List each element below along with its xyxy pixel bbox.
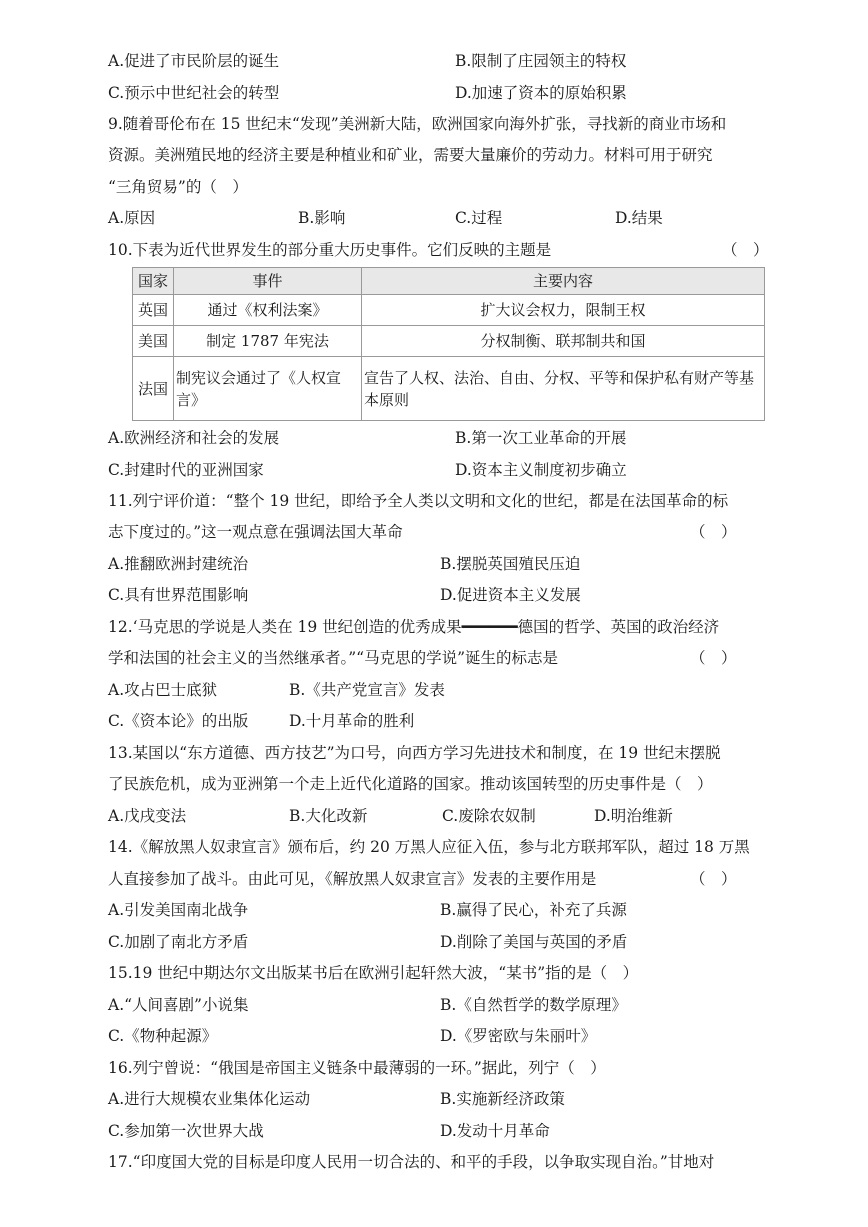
q16-option-c: C.参加第一次世界大战 [108,1122,264,1140]
table-header-row [133,268,765,295]
q12-option-d: D.十月革命的胜利 [289,712,415,730]
q12-option-c: C.《资本论》的出版 [108,712,249,730]
q13-option-a: A.戊戌变法 [108,807,187,825]
row-event: 通过《权利法案》 [174,295,362,326]
q8-option-d: D.加速了资本的原始积累 [455,84,627,102]
q16-option-a: A.进行大规模农业集体化运动 [108,1090,311,1108]
row-event: 制定 1787 年宪法 [174,326,362,357]
q17-stem: 17.“印度国大党的目标是印度人民用一切合法的、和平的手段，以争取实现自治。”甘地对 [108,1153,715,1171]
q16-option-b: B.实施新经济政策 [440,1090,565,1108]
q13-stem-line-1: 13.某国以“东方道德、西方技艺”为口号，向西方学习先进技术和制度，在 19 世纪末摆脱 [108,744,721,762]
q12-answer-paren: （ ） [690,649,737,667]
q13-stem-line-2: 了民族危机，成为亚洲第一个走上近代化道路的国家。推动该国转型的历史事件是（ ） [108,775,713,793]
q10-stem: 10.下表为近代世界发生的部分重大历史事件。它们反映的主题是 [108,241,552,259]
q13-option-b: B.大化改新 [289,807,368,825]
q12-stem-line-2: 学和法国的社会主义的当然继承者。”“马克思的学说”诞生的标志是 [108,649,559,667]
q8-option-c: C.预示中世纪社会的转型 [108,84,280,102]
q9-stem-line-2: 资源。美洲殖民地的经济主要是种植业和矿业，需要大量廉价的劳动力。材料可用于研究 [108,146,713,164]
q9-option-b: B.影响 [298,209,346,227]
q10-answer-paren: （ ） [722,241,769,259]
q11-option-b: B.摆脱英国殖民压迫 [440,555,581,573]
table-row [133,326,765,357]
q11-stem-line-1: 11.列宁评价道：“整个 19 世纪，即给予全人类以文明和文化的世纪，都是在法国革命的标 [108,492,729,510]
q11-answer-paren: （ ） [690,523,737,541]
row-content: 宣告了人权、法治、自由、分权、平等和保护私有财产等基本原则 [362,357,765,421]
q14-stem-line-2: 人直接参加了战斗。由此可见，《解放黑人奴隶宣言》发表的主要作用是 [108,870,597,888]
q14-stem-line-1: 14.《解放黑人奴隶宣言》颁布后，约 20 万黑人应征入伍，参与北方联邦军队，超过 18 万黑 [108,838,750,856]
row-country: 英国 [133,295,174,326]
q15-option-d: D.《罗密欧与朱丽叶》 [440,1027,597,1045]
row-event: 制宪议会通过了《人权宣言》 [174,357,362,421]
header-event: 事件 [174,268,362,295]
q14-option-a: A.引发美国南北战争 [108,901,249,919]
q16-option-d: D.发动十月革命 [440,1122,550,1140]
q11-option-c: C.具有世界范围影响 [108,586,249,604]
q11-stem-line-2: 志下度过的。”这一观点意在强调法国大革命 [108,523,403,541]
q10-option-d: D.资本主义制度初步确立 [455,461,627,479]
q12-option-b: B.《共产党宣言》发表 [289,681,445,699]
q14-option-c: C.加剧了南北方矛盾 [108,933,249,951]
header-content: 主要内容 [362,268,765,295]
q12-option-a: A.攻占巴士底狱 [108,681,218,699]
q10-option-c: C.封建时代的亚洲国家 [108,461,264,479]
row-content: 扩大议会权力，限制王权 [362,295,765,326]
q9-stem-line-1: 9.随着哥伦布在 15 世纪末“发现”美洲新大陆，欧洲国家向海外扩张，寻找新的商业市场和 [108,115,727,133]
q13-option-d: D.明治维新 [594,807,673,825]
table-row [133,357,765,421]
header-country: 国家 [133,268,174,295]
q9-option-d: D.结果 [615,209,663,227]
q9-option-c: C.过程 [455,209,503,227]
q9-option-a: A.原因 [108,209,156,227]
q15-option-a: A.“人间喜剧”小说集 [108,996,249,1014]
q10-option-b: B.第一次工业革命的开展 [455,429,627,447]
row-country: 美国 [133,326,174,357]
q14-option-d: D.削除了美国与英国的矛盾 [440,933,628,951]
q9-stem-line-3: “三角贸易”的（ ） [108,178,248,196]
q10-option-a: A.欧洲经济和社会的发展 [108,429,280,447]
q15-option-b: B.《自然哲学的数学原理》 [440,996,627,1014]
q15-option-c: C.《物种起源》 [108,1027,218,1045]
q8-option-b: B.限制了庄园领主的特权 [455,52,627,70]
row-country: 法国 [133,357,174,421]
q16-stem: 16.列宁曾说：“俄国是帝国主义链条中最薄弱的一环。”据此，列宁（ ） [108,1059,606,1077]
q11-option-d: D.促进资本主义发展 [440,586,581,604]
row-content: 分权制衡、联邦制共和国 [362,326,765,357]
q10-events-table [132,267,765,421]
q14-answer-paren: （ ） [690,870,737,888]
q12-stem-line-1: 12.‘马克思的学说是人类在 19 世纪创造的优秀成果━━━━━━德国的哲学、英国的政治经济 [108,618,720,636]
q14-option-b: B.赢得了民心，补充了兵源 [440,901,627,919]
q8-option-a: A.促进了市民阶层的诞生 [108,52,280,70]
table-row [133,295,765,326]
q11-option-a: A.推翻欧洲封建统治 [108,555,249,573]
q13-option-c: C.废除农奴制 [442,807,536,825]
q15-stem: 15.19 世纪中期达尔文出版某书后在欧洲引起轩然大波，“某书”指的是（ ） [108,964,639,982]
